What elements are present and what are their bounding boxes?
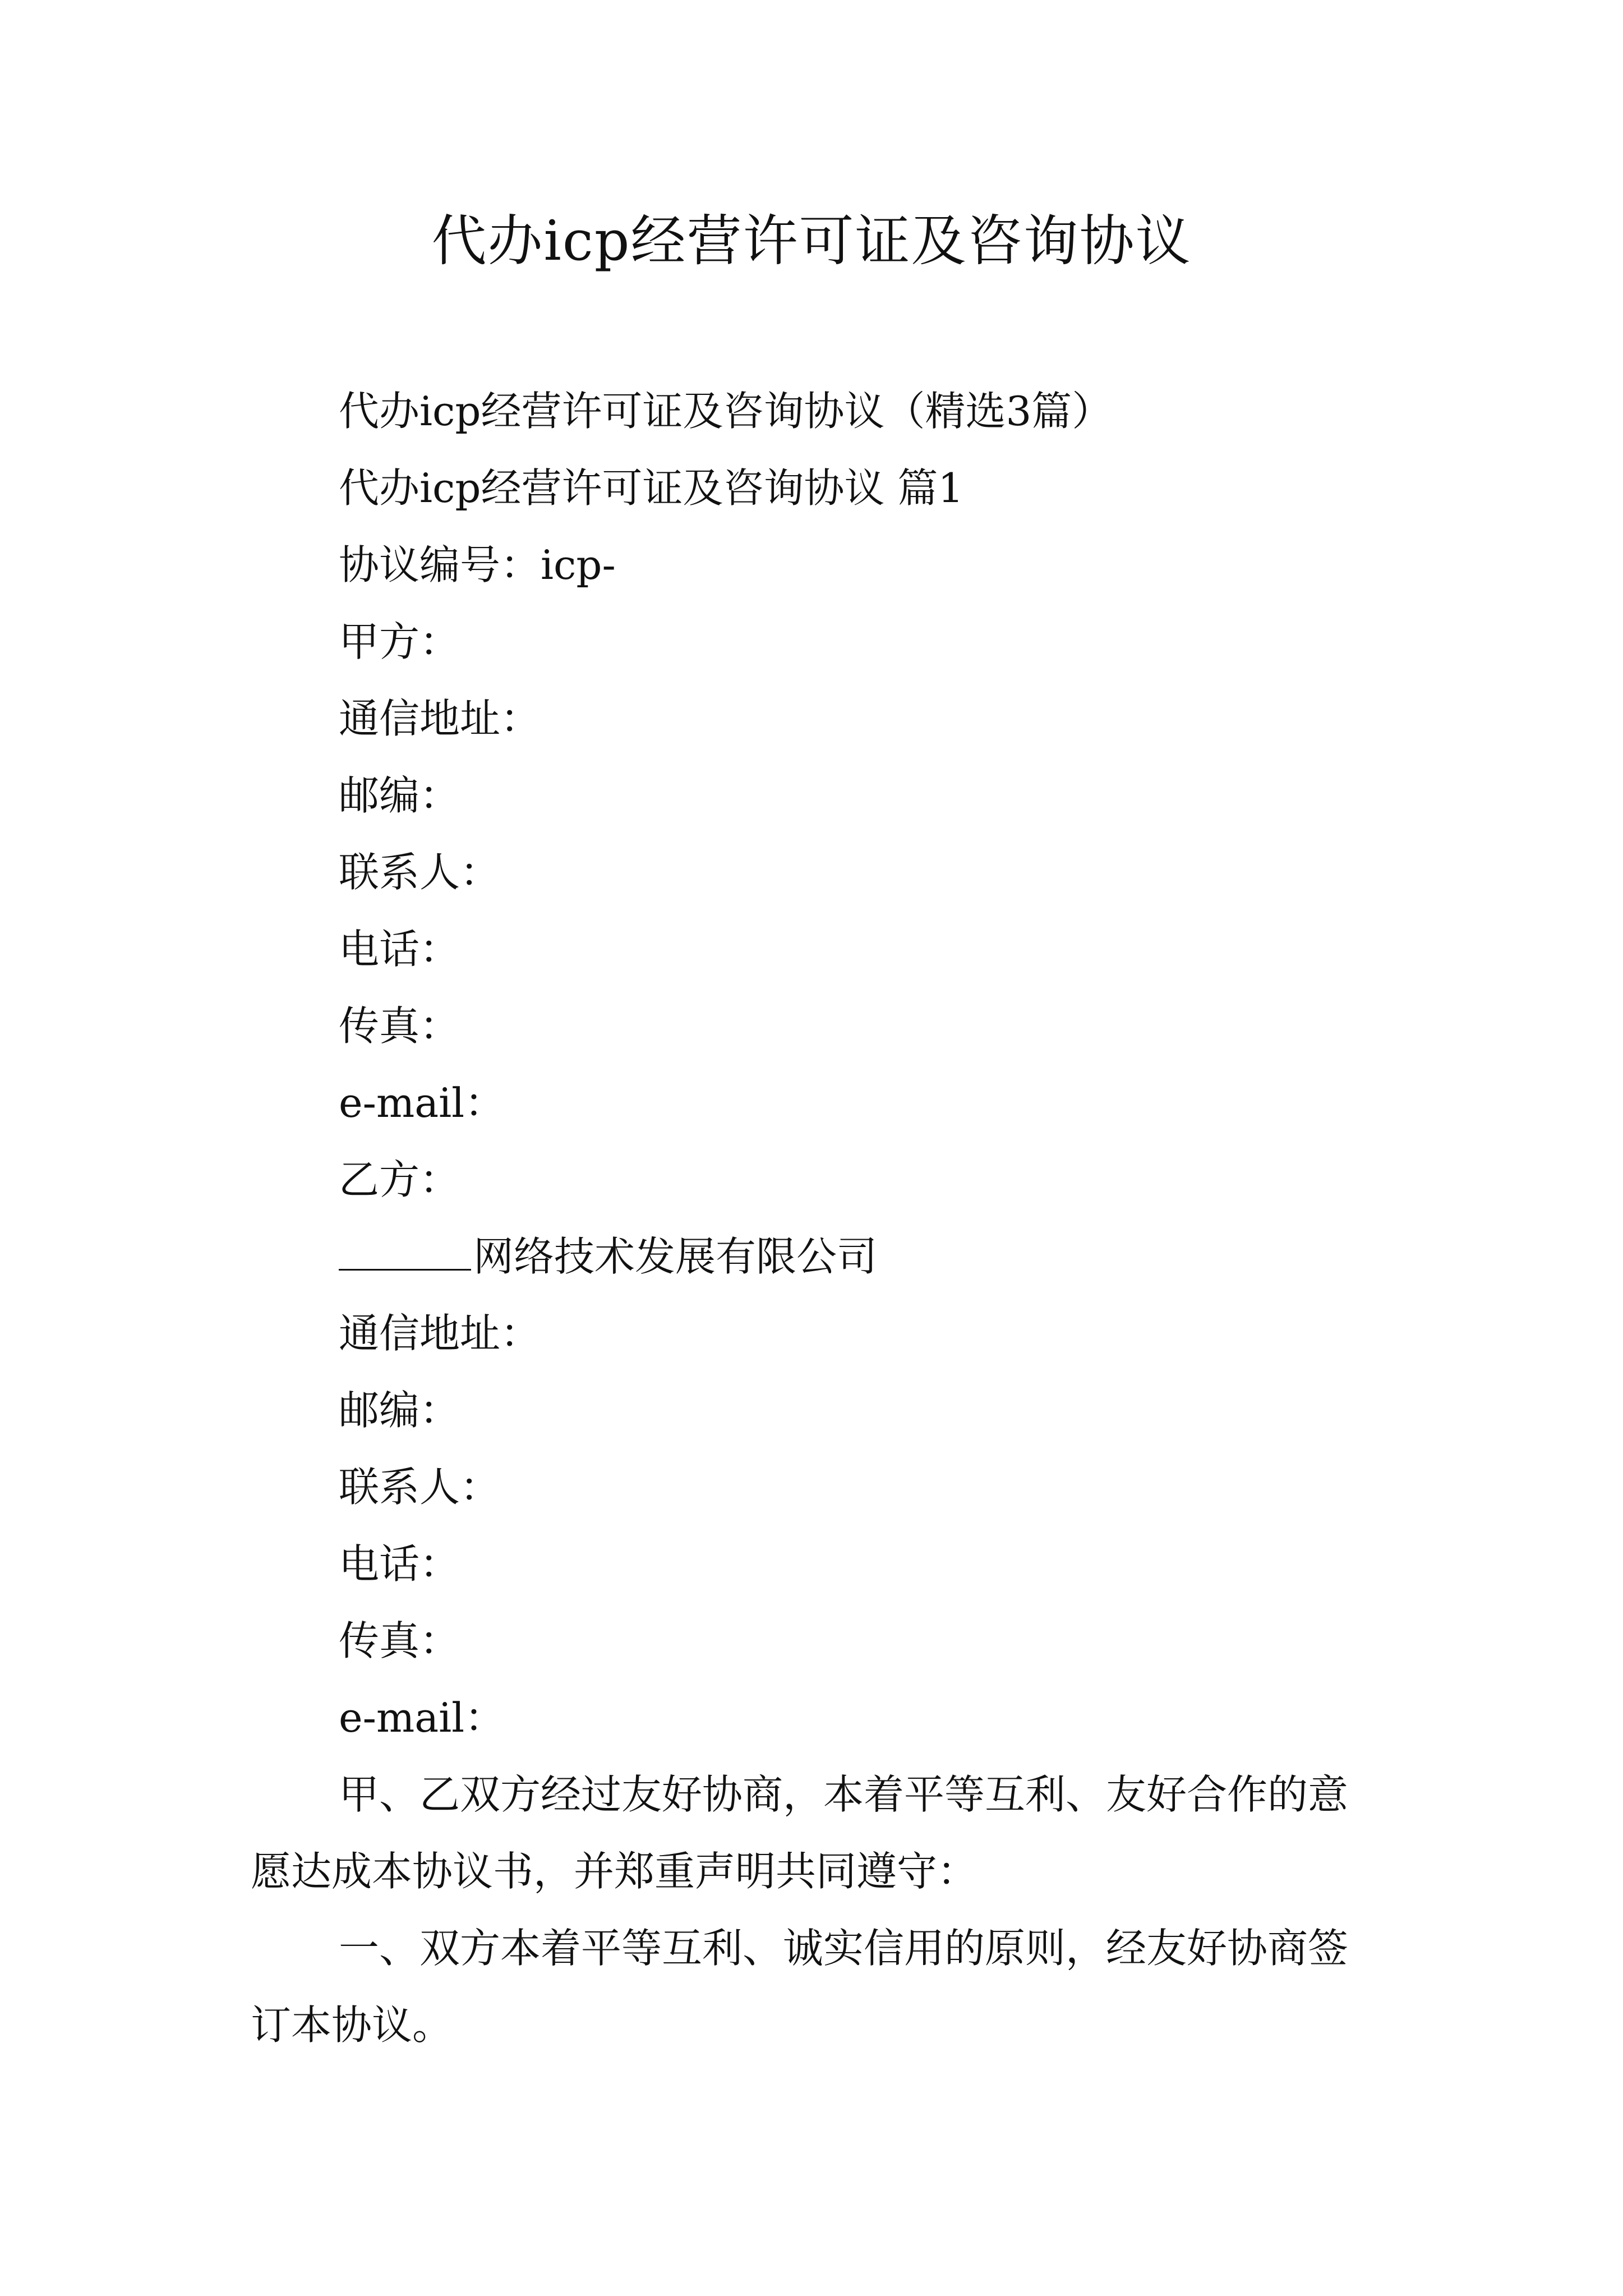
party-b-contact: 联系人： (339, 1464, 501, 1511)
party-b-label: 乙方： (339, 1156, 460, 1203)
document-title: 代办icp经营许可证及咨询协议 (431, 209, 1192, 273)
party-a-address: 通信地址： (339, 695, 541, 742)
party-a-phone: 电话： (339, 926, 460, 973)
party-a-label: 甲方： (339, 618, 460, 665)
party-a-email: e-mail： (339, 1079, 505, 1126)
party-b-email: e-mail： (339, 1694, 505, 1741)
section-heading: 代办icp经营许可证及咨询协议 篇1 (339, 464, 964, 512)
party-b-fax: 传真： (339, 1617, 460, 1664)
intro-paragraph: 甲、乙双方经过友好协商，本着平等互利、友好合作的意愿达成本协议书，并郑重声明共同遵守： (251, 1771, 1349, 1895)
party-a-contact: 联系人： (339, 849, 501, 896)
party-b-address: 通信地址： (339, 1310, 541, 1357)
clause-one-paragraph: 一、双方本着平等互利、诚实信用的原则，经友好协商签订本协议。 (251, 1925, 1349, 2049)
party-b-postcode: 邮编： (339, 1387, 460, 1434)
subtitle-line: 代办icp经营许可证及咨询协议（精选3篇） (339, 388, 1113, 435)
party-a-fax: 传真： (339, 1002, 460, 1050)
party-a-postcode: 邮编： (339, 772, 460, 819)
document-body (251, 373, 1384, 2064)
party-b-company-line (251, 1218, 1384, 1295)
agreement-number: 协议编号：icp- (339, 541, 616, 588)
party-b-phone: 电话： (339, 1540, 460, 1588)
blank-underline (339, 1235, 471, 1271)
party-b-company-name: 网络技术发展有限公司 (473, 1233, 878, 1280)
